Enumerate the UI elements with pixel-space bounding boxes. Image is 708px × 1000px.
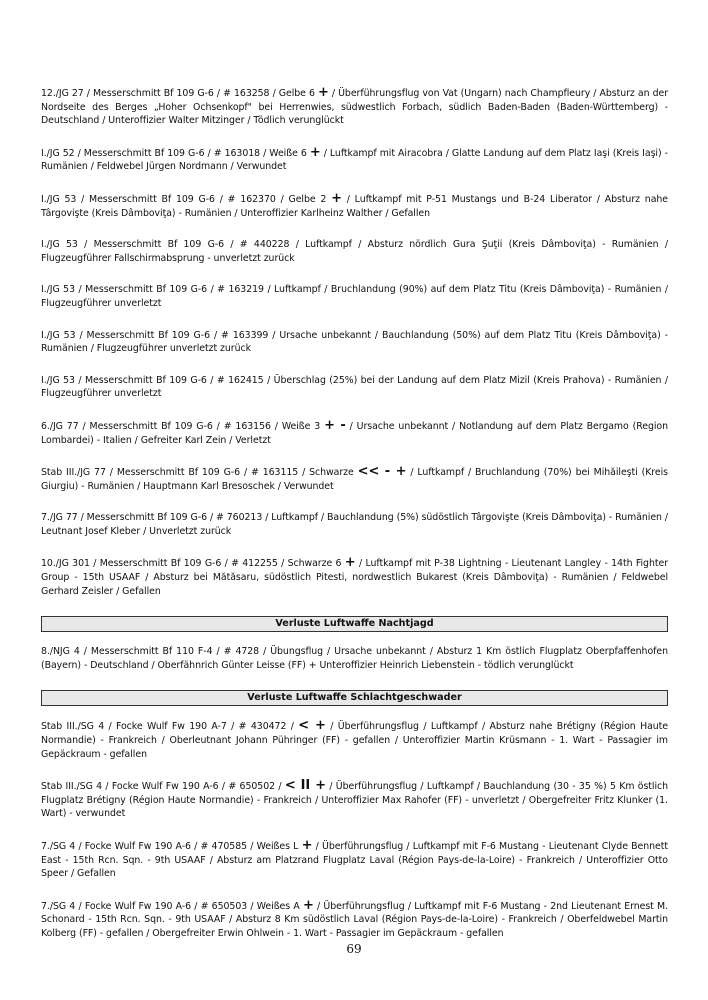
loss-symbol: + — [309, 144, 321, 160]
loss-entry: 7./SG 4 / Focke Wulf Fw 190 A-6 / # 650503 / Weißes A + / Überführungsflug / Luftkampf mit F-6 Mustang - 2nd Lieutenant Ernest M. Schonard - 15th Rcn. Sqn. - 9th USAAF / Absturz 8 Km südöstlich Laval (Région Pays-de-la-Loire) - Frankreich / Oberfeldwebel Martin Kolberg (FF) - gefallen / Obergefreiter Erwin Ohlwein - 1. Wart - Passagier im Gepäckraum - gefallen — [41, 897, 668, 939]
loss-symbol: < + — [298, 718, 326, 734]
loss-entry: I./JG 52 / Messerschmitt Bf 109 G-6 / # 163018 / Weiße 6 + / Luftkampf mit Airacobra / Glatte Landung auf dem Platz Iaşi (Kreis Iaşi) - Rumänien / Feldwebel Jürgen Nordmann / Verwundet — [41, 144, 668, 173]
loss-symbol: + - — [324, 417, 346, 433]
loss-symbol: + — [344, 555, 356, 571]
loss-symbol: < II + — [284, 778, 326, 794]
loss-entry: 12./JG 27 / Messerschmitt Bf 109 G-6 / # 163258 / Gelbe 6 + / Überführungsflug von Vat (Ungarn) nach Champfleury / Absturz an der Nordseite des Berges „Hoher Ochsenkopf" bei Herrenwies, südwestlich Forbach, südlich Baden-Baden (Baden-Württemberg) - Deutschland / Unteroffizier Walter Mitzinger / Tödlich verunglückt — [41, 85, 668, 127]
loss-symbol: + — [302, 897, 314, 913]
loss-entry: I./JG 53 / Messerschmitt Bf 109 G-6 / # 163399 / Ursache unbekannt / Bauchlandung (50%) auf dem Platz Titu (Kreis Dâmboviţa) - Rumänien / Flugzeugführer unverletzt zurück — [41, 329, 668, 355]
section-heading-schlachtgeschwader: Verluste Luftwaffe Schlachtgeschwader — [41, 690, 668, 706]
section-heading-nachtjagd: Verluste Luftwaffe Nachtjagd — [41, 616, 668, 632]
loss-entry: 10./JG 301 / Messerschmitt Bf 109 G-6 / # 412255 / Schwarze 6 + / Luftkampf mit P-38 Lightning - Lieutenant Langley - 14th Fighter Group - 15th USAAF / Absturz bei Mătăsaru, südöstlich Pitesti, nordwestlich Bukarest (Kreis Dâmboviţa) - Rumänien / Feldwebel Gerhard Zeisler / Gefallen — [41, 555, 668, 597]
loss-entry: Stab III./JG 77 / Messerschmitt Bf 109 G-6 / # 163115 / Schwarze << - + / Luftkampf / Bruchlandung (70%) bei Mihăileşti (Kreis Giurgiu) - Rumänien / Hauptmann Karl Bresoschek / Verwundet — [41, 464, 669, 492]
loss-entry: 8./NJG 4 / Messerschmitt Bf 110 F-4 / # 4728 / Übungsflug / Ursache unbekannt / Absturz 1 Km östlich Flugplatz Oberpfaffenhofen (Bayern) - Deutschland / Oberfähnrich Günter Leisse (FF) + Unteroffizier Heinrich Liebenstein - tödlich verunglückt — [41, 646, 668, 671]
loss-symbol: + — [317, 85, 329, 100]
page-number: 69 — [346, 942, 362, 956]
loss-entry: I./JG 53 / Messerschmitt Bf 109 G-6 / # 162370 / Gelbe 2 + / Luftkampf mit P-51 Mustangs und B-24 Liberator / Absturz nahe Târgovişte (Kreis Dâmboviţa) - Rumänien / Unteroffizier Karlheinz Walther / Gefallen — [41, 190, 669, 219]
page-content — [41, 86, 668, 959]
loss-entry: I./JG 53 / Messerschmitt Bf 109 G-6 / # 163219 / Luftkampf / Bruchlandung (90%) auf dem Platz Titu (Kreis Dâmboviţa) - Rumänien / Flugzeugführer unverletzt — [41, 284, 668, 309]
loss-entry: I./JG 53 / Messerschmitt Bf 109 G-6 / # 162415 / Überschlag (25%) bei der Landung auf dem Platz Mizil (Kreis Prahova) - Rumänien / Flugzeugführer unverletzt — [41, 374, 668, 400]
loss-entry: 6./JG 77 / Messerschmitt Bf 109 G-6 / # 163156 / Weiße 3 + - / Ursache unbekannt / Notlandung auf dem Platz Bergamo (Region Lombardei) - Italien / Gefreiter Karl Zein / Verletzt — [41, 417, 669, 446]
loss-symbol: + — [301, 838, 313, 853]
loss-entry: Stab III./SG 4 / Focke Wulf Fw 190 A-6 / # 650502 / < II + / Überführungsflug / Luftkampf / Bauchlandung (30 - 35 %) 5 Km östlich Flugplatz Brétigny (Région Haute Normandie) - Frankreich / Unteroffizier Max Rahofer (FF) - unverletzt / Obergefreiter Fritz Klunker (1. Wart) - verwundet — [41, 778, 669, 820]
loss-entry: I./JG 53 / Messerschmitt Bf 109 G-6 / # 440228 / Luftkampf / Absturz nördlich Gura Şuţii (Kreis Dâmboviţa) - Rumänien / Flugzeugführer Fallschirmabsprung - unverletzt zurück — [41, 239, 668, 264]
loss-entry: 7./JG 77 / Messerschmitt Bf 109 G-6 / # 760213 / Luftkampf / Bauchlandung (5%) südöstlich Târgovişte (Kreis Dâmboviţa) - Rumänien / Leutnant Josef Kleber / Unverletzt zurück — [41, 512, 668, 537]
loss-entry: Stab III./SG 4 / Focke Wulf Fw 190 A-7 / # 430472 / < + / Überführungsflug / Luftkampf / Absturz nahe Brétigny (Région Haute Normandie) - Frankreich / Oberleutnant Johann Pühringer (FF) - gefallen / Unteroffizier Martin Krüsmann - 1. Wart - Passagier im Gepäckraum - gefallen — [41, 718, 669, 760]
loss-symbol: << - + — [357, 464, 407, 480]
loss-symbol: + — [331, 190, 342, 206]
loss-entry: 7./SG 4 / Focke Wulf Fw 190 A-6 / # 470585 / Weißes L + / Überführungsflug / Luftkampf mit F-6 Mustang - Lieutenant Clyde Bennett East - 15th Rcn. Sqn. - 9th USAAF / Absturz am Platzrand Flugplatz Laval (Région Pays-de-la-Loire) - Frankreich / Unteroffizier Otto Speer / Gefallen — [41, 838, 668, 880]
